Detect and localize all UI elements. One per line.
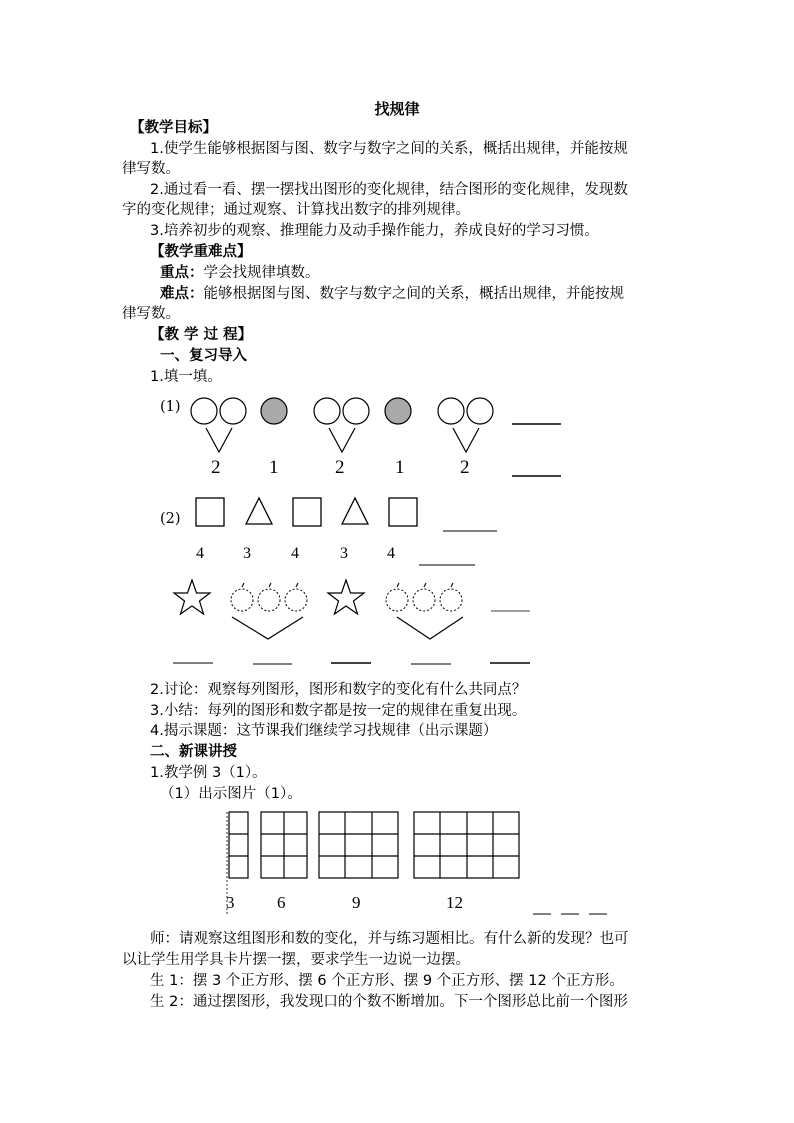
objective-1b: 律写数。 [122,161,180,177]
apple-shape [413,589,435,611]
row2-number: 4 [196,545,204,562]
objective-3: 3.培养初步的观察、推理能力及动手操作能力，养成良好的学习习惯。 [150,223,599,239]
objective-2b: 字的变化规律；通过观察、计算找出数字的排列规律。 [122,202,470,218]
square-shape [293,498,321,526]
example-line: 1.教学例 3（1）。 [150,765,267,781]
fill-in-title: 1.填一填。 [150,369,222,385]
row2-number: 3 [340,545,348,562]
row1-number: 2 [335,457,345,478]
objective-2a: 2.通过看一看、摆一摆找出图形的变化规律，结合图形的变化规律，发现数 [150,182,628,198]
discuss-line: 2.讨论：观察每列图形，图形和数字的变化有什么共同点？ [150,682,527,698]
square-shape [389,498,417,526]
page-title: 找规律 [374,100,420,118]
v-connector [397,617,463,639]
circle-gray [385,398,411,424]
star-shape [328,580,364,614]
v-connector [329,428,355,452]
row2-number: 4 [387,545,395,562]
apple-shape [440,589,462,611]
apple-shape [258,589,280,611]
row1-number: 2 [460,457,470,478]
row2-number: 4 [291,545,299,562]
difficulty-point-b: 律写数。 [122,306,180,322]
objectives-heading: 【教学目标】 [130,120,217,136]
diff-text-a: 能够根据图与图、数字与数字之间的关系，概括出规律，并能按规 [203,286,624,302]
v-connector [232,617,303,639]
apple-shape [386,589,408,611]
process-heading: 【教 学 过 程】 [150,327,253,343]
apple-shape [231,589,253,611]
section-new-lesson: 二、新课讲授 [150,744,237,760]
row2-label: (2) [160,511,181,527]
squares-number: 3 [226,893,235,912]
keypoints-heading: 【教学重难点】 [150,244,252,260]
teacher-line-b: 以让学生用学具卡片摆一摆，要求学生一边说一边摆。 [122,952,470,968]
circle-gray [261,398,287,424]
student2-line: 生 2：通过摆图形，我发现口的个数不断增加。下一个图形总比前一个图形 [150,994,628,1010]
row1-label: (1) [160,399,181,415]
objective-1a: 1.使学生能够根据图与图、数字与数字之间的关系，概括出规律，并能按规 [150,141,628,157]
row2-number: 3 [243,545,251,562]
apple-shape [285,589,307,611]
circle-white [314,398,340,424]
squares-number: 12 [446,893,463,912]
reveal-line: 4.揭示课题：这节课我们继续学习找规律（出示课题） [150,723,498,739]
student1-line: 生 1：摆 3 个正方形、摆 6 个正方形、摆 9 个正方形、摆 12 个正方形。 [150,973,624,989]
circle-white [438,398,464,424]
teacher-line-a: 师：请观察这组图形和数的变化，并与练习题相比。有什么新的发现？也可 [150,931,629,947]
answer-blanks [533,894,579,910]
star-shape [174,580,210,614]
summary-line: 3.小结：每列的图形和数字都是按一定的规律在重复出现。 [150,703,527,719]
squares-number: 6 [277,893,286,912]
key-text: 学会找规律填数。 [203,265,320,281]
row1-number: 1 [269,457,279,478]
section-review: 一、复习导入 [160,348,247,364]
key-label: 重点： [160,265,204,281]
triangle-shape [342,498,368,524]
triangle-shape [246,498,272,524]
show-picture-line: （1）出示图片（1）。 [160,786,302,802]
circle-white [467,398,493,424]
circle-white [220,398,246,424]
circle-white [343,398,369,424]
v-connector [206,428,232,452]
square-shape [196,498,224,526]
squares-number: 9 [352,893,361,912]
row1-number: 2 [211,457,221,478]
v-connector [453,428,479,452]
circle-white [191,398,217,424]
diff-label: 难点： [160,286,204,302]
row1-number: 1 [395,457,405,478]
